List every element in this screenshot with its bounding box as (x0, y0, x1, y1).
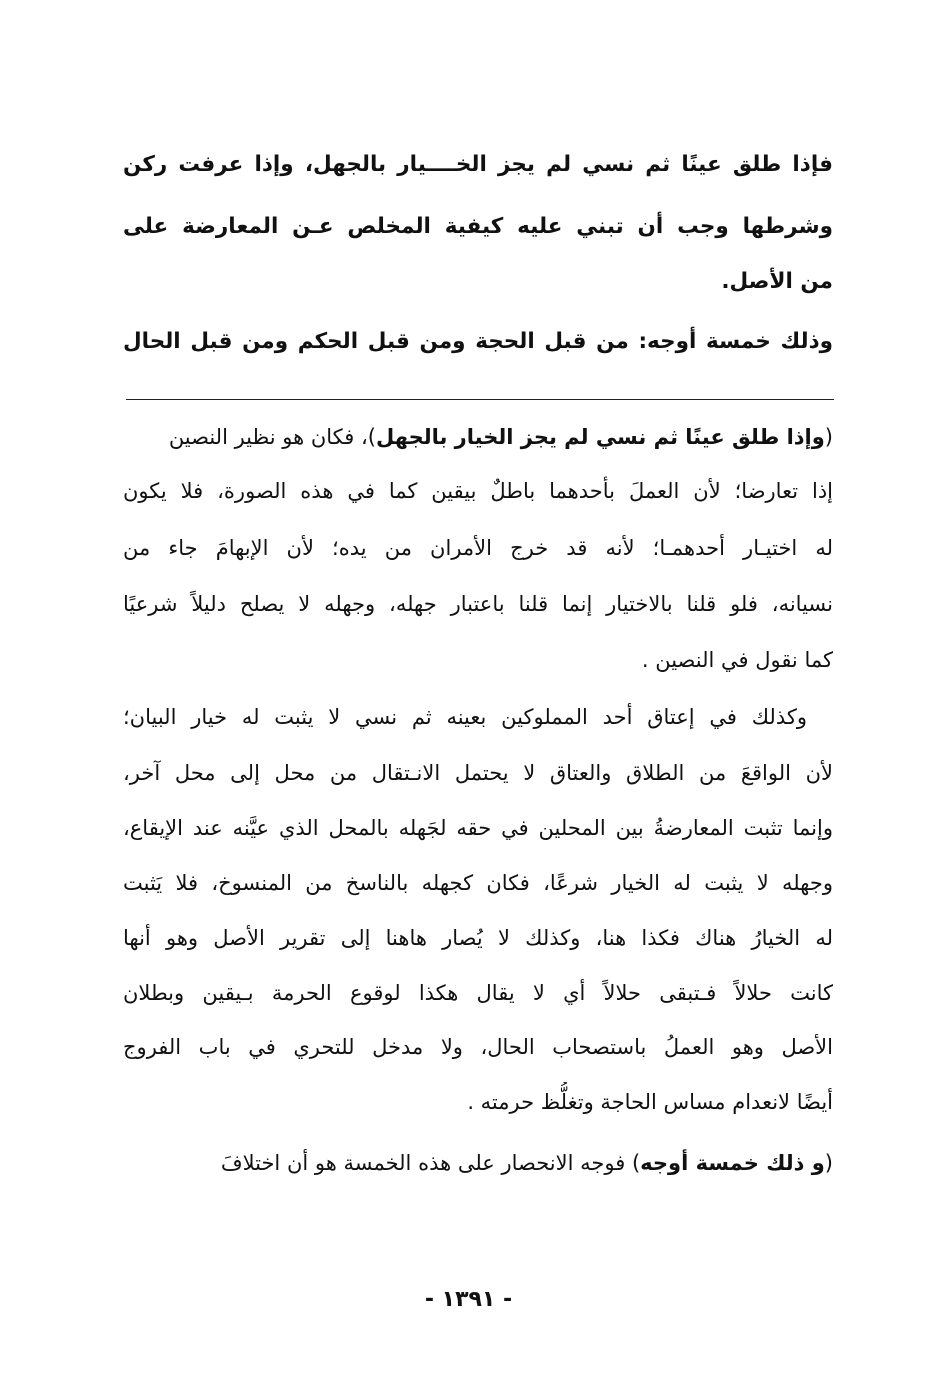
commentary-p2-line-8: أيضًا لانعدام مساس الحاجة وتغلُّظ حرمته . (467, 1090, 833, 1114)
commentary-p2-line-2: لأن الواقعَ من الطلاق والعتاق لا يحتمل الانـتقال من محل إلى محل آخر، (123, 761, 833, 785)
main-text-line-3: من الأصل. (721, 269, 833, 294)
footnote-separator (126, 399, 834, 400)
commentary-line-2: إذا تعارضا؛ لأن العملَ بأحدهما باطلٌ بيقين كما في هذه الصورة، فلا يكون (123, 479, 833, 503)
commentary-p2-line-7: الأصل وهو العملُ باستصحاب الحال، ولا مدخل للتحري في باب الفروج (123, 1035, 833, 1059)
main-text-line-4: وذلك خمسة أوجه: من قبل الحجة ومن قبل الحكم ومن قبل الحال (123, 329, 833, 354)
quote-open-paren: ( (824, 425, 833, 449)
commentary-p2-line-3: وإنما تثبت المعارضةُ بين المحلين في حقه لجَهله بالمحل الذي عيَّنه عند الإيقاع، (123, 816, 833, 840)
page-number: - ١٣٩١ - (424, 1287, 513, 1312)
main-text-line-2: وشرطها وجب أن تبني عليه كيفية المخلص عـن المعارضة على (123, 214, 833, 239)
commentary-p2-line-4: وجهله لا يثبت له الخيار شرعًا، فكان كجهله بالناسخ من المنسوخ، فلا يَثبت (123, 871, 833, 895)
main-text-line-1: فإذا طلق عينًا ثم نسي لم يجز الخــــيار بالجهل، وإذا عرفت ركن (123, 152, 833, 177)
commentary-line-3: له اختيـار أحدهمـا؛ لأنه قد خرج الأمران من يده؛ لأن الإبهامَ جاء من (123, 536, 833, 560)
commentary-p3-line-1-rest: ) فوجه الانحصار على هذه الخمسة هو أن اختلافَ (220, 1151, 641, 1175)
commentary-p3-line-1 (123, 1143, 833, 1187)
commentary-p2-line-6: كانت حلالاً فـتبقى حلالاً أي لا يقال هكذا لوقوع الحرمة بـيقين وبطلان (123, 981, 833, 1005)
commentary-line-1 (123, 417, 833, 461)
commentary-line-4: نسيانه، فلو قلنا بالاختيار إنما قلنا باعتبار جهله، وجهله لا يصلح دليلاً شرعيًا (123, 592, 833, 616)
commentary-p2-line-1: وكذلك في إعتاق أحد المملوكين بعينه ثم نسي لا يثبت له خيار البيان؛ (123, 705, 807, 729)
quoted-main-text: وإذا طلق عينًا ثم نسي لم يجز الخيار بالجهل (375, 425, 825, 449)
quoted-main-text: و ذلك خمسة أوجه (640, 1151, 825, 1175)
commentary-line-1-rest: )، فكان هو نظير النصين (168, 425, 376, 449)
commentary-line-5: كما نقول في النصين . (641, 648, 833, 672)
quote-open-paren: ( (824, 1151, 833, 1175)
commentary-p2-line-5: له الخيارُ هناك فكذا هنا، وكذلك لا يُصار هاهنا إلى تقرير الأصل وهو أنها (123, 926, 833, 950)
